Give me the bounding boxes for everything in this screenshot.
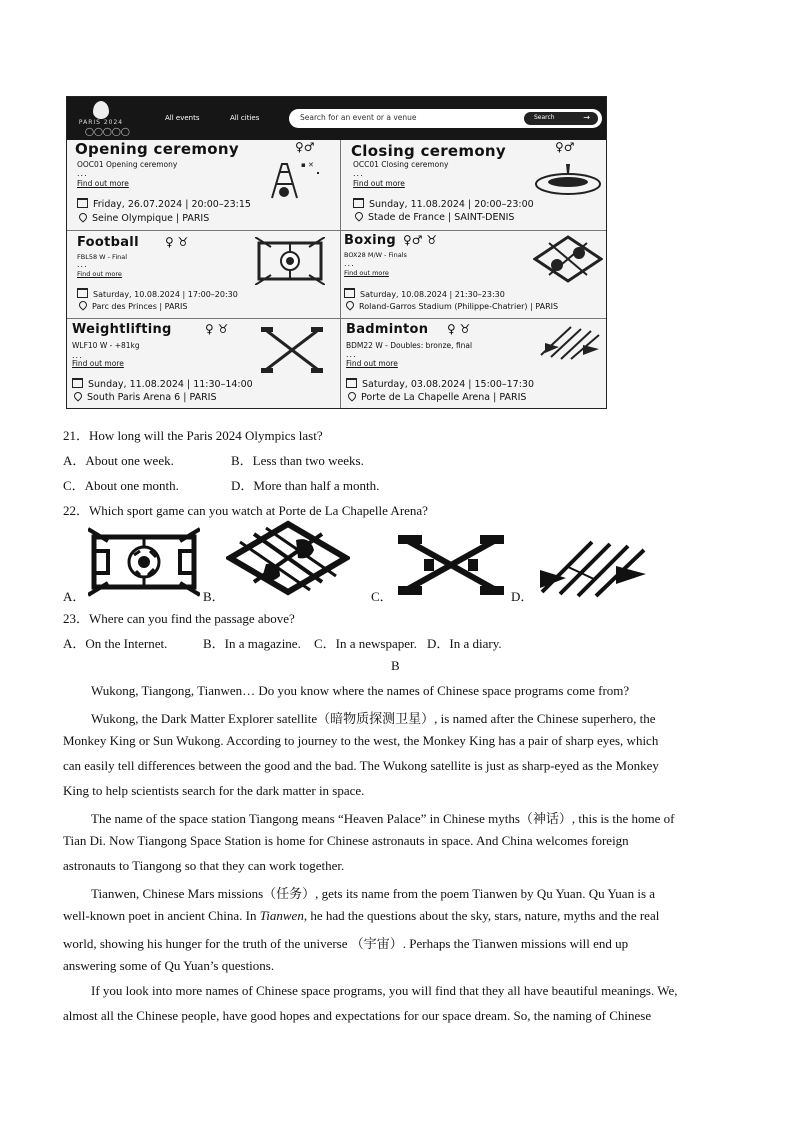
event-code: BDM22 W - Doubles: bronze, final	[346, 341, 473, 350]
option-23-c[interactable]: C．In a newspaper.	[314, 636, 417, 651]
section-heading: B	[391, 658, 400, 673]
event-title: Badminton	[346, 322, 429, 337]
search-placeholder: Search for an event or a venue	[300, 113, 417, 122]
event-code: OCC01 Closing ceremony	[353, 160, 449, 169]
location-pin-icon	[77, 299, 88, 310]
olympics-poster	[66, 96, 607, 409]
search-input[interactable]	[289, 109, 602, 128]
option-23-d[interactable]: D．In a diary.	[427, 636, 502, 651]
gender-icon: ♀♂	[295, 140, 315, 154]
location-pin-icon	[72, 390, 83, 401]
ellipsis: ...	[72, 351, 83, 360]
badminton-pictogram-icon	[536, 540, 650, 598]
event-card-weightlifting[interactable]	[67, 319, 340, 409]
stadium-icon	[533, 162, 603, 198]
paragraph-line: almost all the Chinese people, have good hopes and expectations for our space dream. So, the naming of Chinese	[63, 1008, 652, 1023]
option-21-c[interactable]: C．About one month.	[63, 478, 179, 493]
event-date: Sunday, 11.08.2024 | 20:00–23:00	[353, 198, 534, 210]
event-code: FBL58 W - Final	[77, 253, 128, 261]
event-venue: Stade de France | SAINT-DENIS	[353, 212, 514, 223]
question-21: 21．How long will the Paris 2024 Olympics last?	[63, 428, 323, 443]
calendar-icon	[72, 378, 83, 388]
location-pin-icon	[353, 210, 364, 221]
event-date: Friday, 26.07.2024 | 20:00–23:15	[77, 198, 251, 210]
paragraph-line: King to help scientists search for the dark matter in space.	[63, 783, 365, 798]
boxing-pictogram-icon	[226, 520, 350, 596]
poster-header	[67, 97, 606, 140]
question-22: 22．Which sport game can you watch at Porte de La Chapelle Arena?	[63, 503, 428, 518]
paragraph-line: world, showing his hunger for the truth of the universe （宇宙）. Perhaps the Tianwen missions will end up	[63, 936, 629, 951]
location-pin-icon	[344, 299, 355, 310]
event-code: WLF10 W - +81kg	[72, 341, 140, 350]
nav-all-events[interactable]: All events	[165, 114, 200, 122]
nav-all-cities[interactable]: All cities	[230, 114, 260, 122]
option-22-d[interactable]: D．	[511, 589, 534, 604]
paragraph-line: astronauts to Tiangong so that they can work together.	[63, 858, 345, 873]
event-venue: Parc des Princes | PARIS	[77, 301, 187, 311]
calendar-icon	[346, 378, 357, 388]
event-code: BOX28 M/W - Finals	[344, 251, 407, 259]
ellipsis: ...	[353, 169, 364, 178]
event-venue: South Paris Arena 6 | PARIS	[72, 392, 217, 403]
boxing-pictogram-icon	[533, 235, 603, 283]
event-title: Opening ceremony	[75, 140, 239, 158]
paragraph-line: Tian Di. Now Tiangong Space Station is home for Chinese astronauts in space. And China welcomes foreign	[63, 833, 629, 848]
paragraph-line: Wukong, the Dark Matter Explorer satellite（暗物质探测卫星）, is named after the Chinese superhero, the	[91, 711, 656, 726]
paragraph-line: answering some of Qu Yuan’s questions.	[63, 958, 275, 973]
question-23: 23．Where can you find the passage above?	[63, 611, 295, 626]
event-card-boxing[interactable]	[341, 231, 607, 318]
ellipsis: ...	[344, 259, 355, 268]
paragraph-line: The name of the space station Tiangong means “Heaven Palace” in Chinese myths（神话）, this is the home of	[91, 811, 675, 826]
search-button-label: Search	[534, 114, 555, 121]
gender-medal-icon: ♀ ♉	[205, 322, 229, 336]
event-title: Boxing	[344, 233, 397, 248]
football-pictogram-icon	[255, 237, 325, 285]
paris-2024-logo-icon	[93, 101, 109, 119]
svg-text:▪ ✕: ▪ ✕	[301, 161, 314, 169]
ellipsis: ...	[77, 260, 88, 269]
option-21-b[interactable]: B．Less than two weeks.	[231, 453, 364, 468]
option-22-c[interactable]: C．	[371, 589, 393, 604]
calendar-icon	[77, 288, 88, 298]
find-out-more-link[interactable]: Find out more	[346, 359, 398, 368]
gender-medal-icon: ♀♂ ♉	[403, 233, 438, 247]
option-21-a[interactable]: A．About one week.	[63, 453, 174, 468]
event-date: Sunday, 11.08.2024 | 11:30–14:00	[72, 378, 253, 390]
event-card-opening[interactable]	[67, 140, 340, 230]
event-venue: Roland-Garros Stadium (Philippe-Chatrier) | PARIS	[344, 301, 558, 311]
find-out-more-link[interactable]: Find out more	[72, 359, 124, 368]
ellipsis: ...	[346, 350, 357, 359]
event-title: Football	[77, 235, 139, 250]
gender-medal-icon: ♀ ♉	[165, 235, 189, 249]
paragraph-line: Tianwen, Chinese Mars missions（任务）, gets its name from the poem Tianwen by Qu Yuan. Qu Yuan is a	[91, 886, 656, 901]
event-date: Saturday, 10.08.2024 | 21:30–23:30	[344, 288, 505, 299]
event-venue: Seine Olympique | PARIS	[77, 213, 209, 224]
find-out-more-link[interactable]: Find out more	[344, 269, 389, 277]
location-pin-icon	[77, 211, 88, 222]
search-button[interactable]	[524, 112, 598, 125]
event-code: OOC01 Opening ceremony	[77, 160, 178, 169]
event-card-closing[interactable]	[341, 140, 607, 230]
option-22-b[interactable]: B．	[203, 589, 225, 604]
paragraph-line: Monkey King or Sun Wukong. According to journey to the west, the Monkey King has a pair of sharp eyes, which	[63, 733, 659, 748]
ellipsis: ...	[77, 169, 88, 178]
badminton-pictogram-icon	[537, 325, 601, 361]
weightlifting-pictogram-icon	[396, 533, 506, 597]
logo-text: PARIS 2024	[78, 119, 124, 126]
event-card-badminton[interactable]	[341, 319, 607, 409]
event-title: Closing ceremony	[351, 142, 506, 160]
location-pin-icon	[346, 390, 357, 401]
option-22-a[interactable]: A．	[63, 589, 86, 604]
event-title: Weightlifting	[72, 322, 172, 337]
event-date: Saturday, 10.08.2024 | 17:00–20:30	[77, 288, 238, 299]
calendar-icon	[353, 198, 364, 208]
arrow-right-icon: →	[583, 113, 590, 122]
paragraph-line: well-known poet in ancient China. In Tianwen, he had the questions about the sky, stars, nature, myths and the real	[63, 908, 660, 923]
find-out-more-link[interactable]: Find out more	[77, 270, 122, 278]
option-23-a[interactable]: A．On the Internet.	[63, 636, 168, 651]
olympic-rings-icon: ◯◯◯◯◯	[85, 127, 130, 136]
option-21-d[interactable]: D．More than half a month.	[231, 478, 380, 493]
calendar-icon	[77, 198, 88, 208]
find-out-more-link[interactable]: Find out more	[353, 179, 405, 188]
poem-title: Tianwen	[259, 908, 304, 923]
calendar-icon	[344, 288, 355, 298]
gender-medal-icon: ♀ ♉	[447, 322, 471, 336]
event-venue: Porte de La Chapelle Arena | PARIS	[346, 392, 526, 403]
paragraph-line: If you look into more names of Chinese space programs, you will find that they all have beautiful meanings. We,	[91, 983, 678, 998]
find-out-more-link[interactable]: Find out more	[77, 179, 129, 188]
eiffel-tower-icon	[257, 158, 337, 200]
event-card-football[interactable]	[67, 231, 340, 318]
event-date: Saturday, 03.08.2024 | 15:00–17:30	[346, 378, 534, 390]
paragraph-line: can easily tell differences between the good and the bad. The Wukong satellite is just as sharp-eyed as the Monkey	[63, 758, 659, 773]
paragraph-line: Wukong, Tiangong, Tianwen… Do you know where the names of Chinese space programs come from?	[91, 683, 630, 698]
football-pictogram-icon	[88, 527, 200, 597]
option-23-b[interactable]: B．In a magazine.	[203, 636, 301, 651]
gender-icon: ♀♂	[555, 140, 575, 154]
weightlifting-pictogram-icon	[259, 325, 325, 375]
